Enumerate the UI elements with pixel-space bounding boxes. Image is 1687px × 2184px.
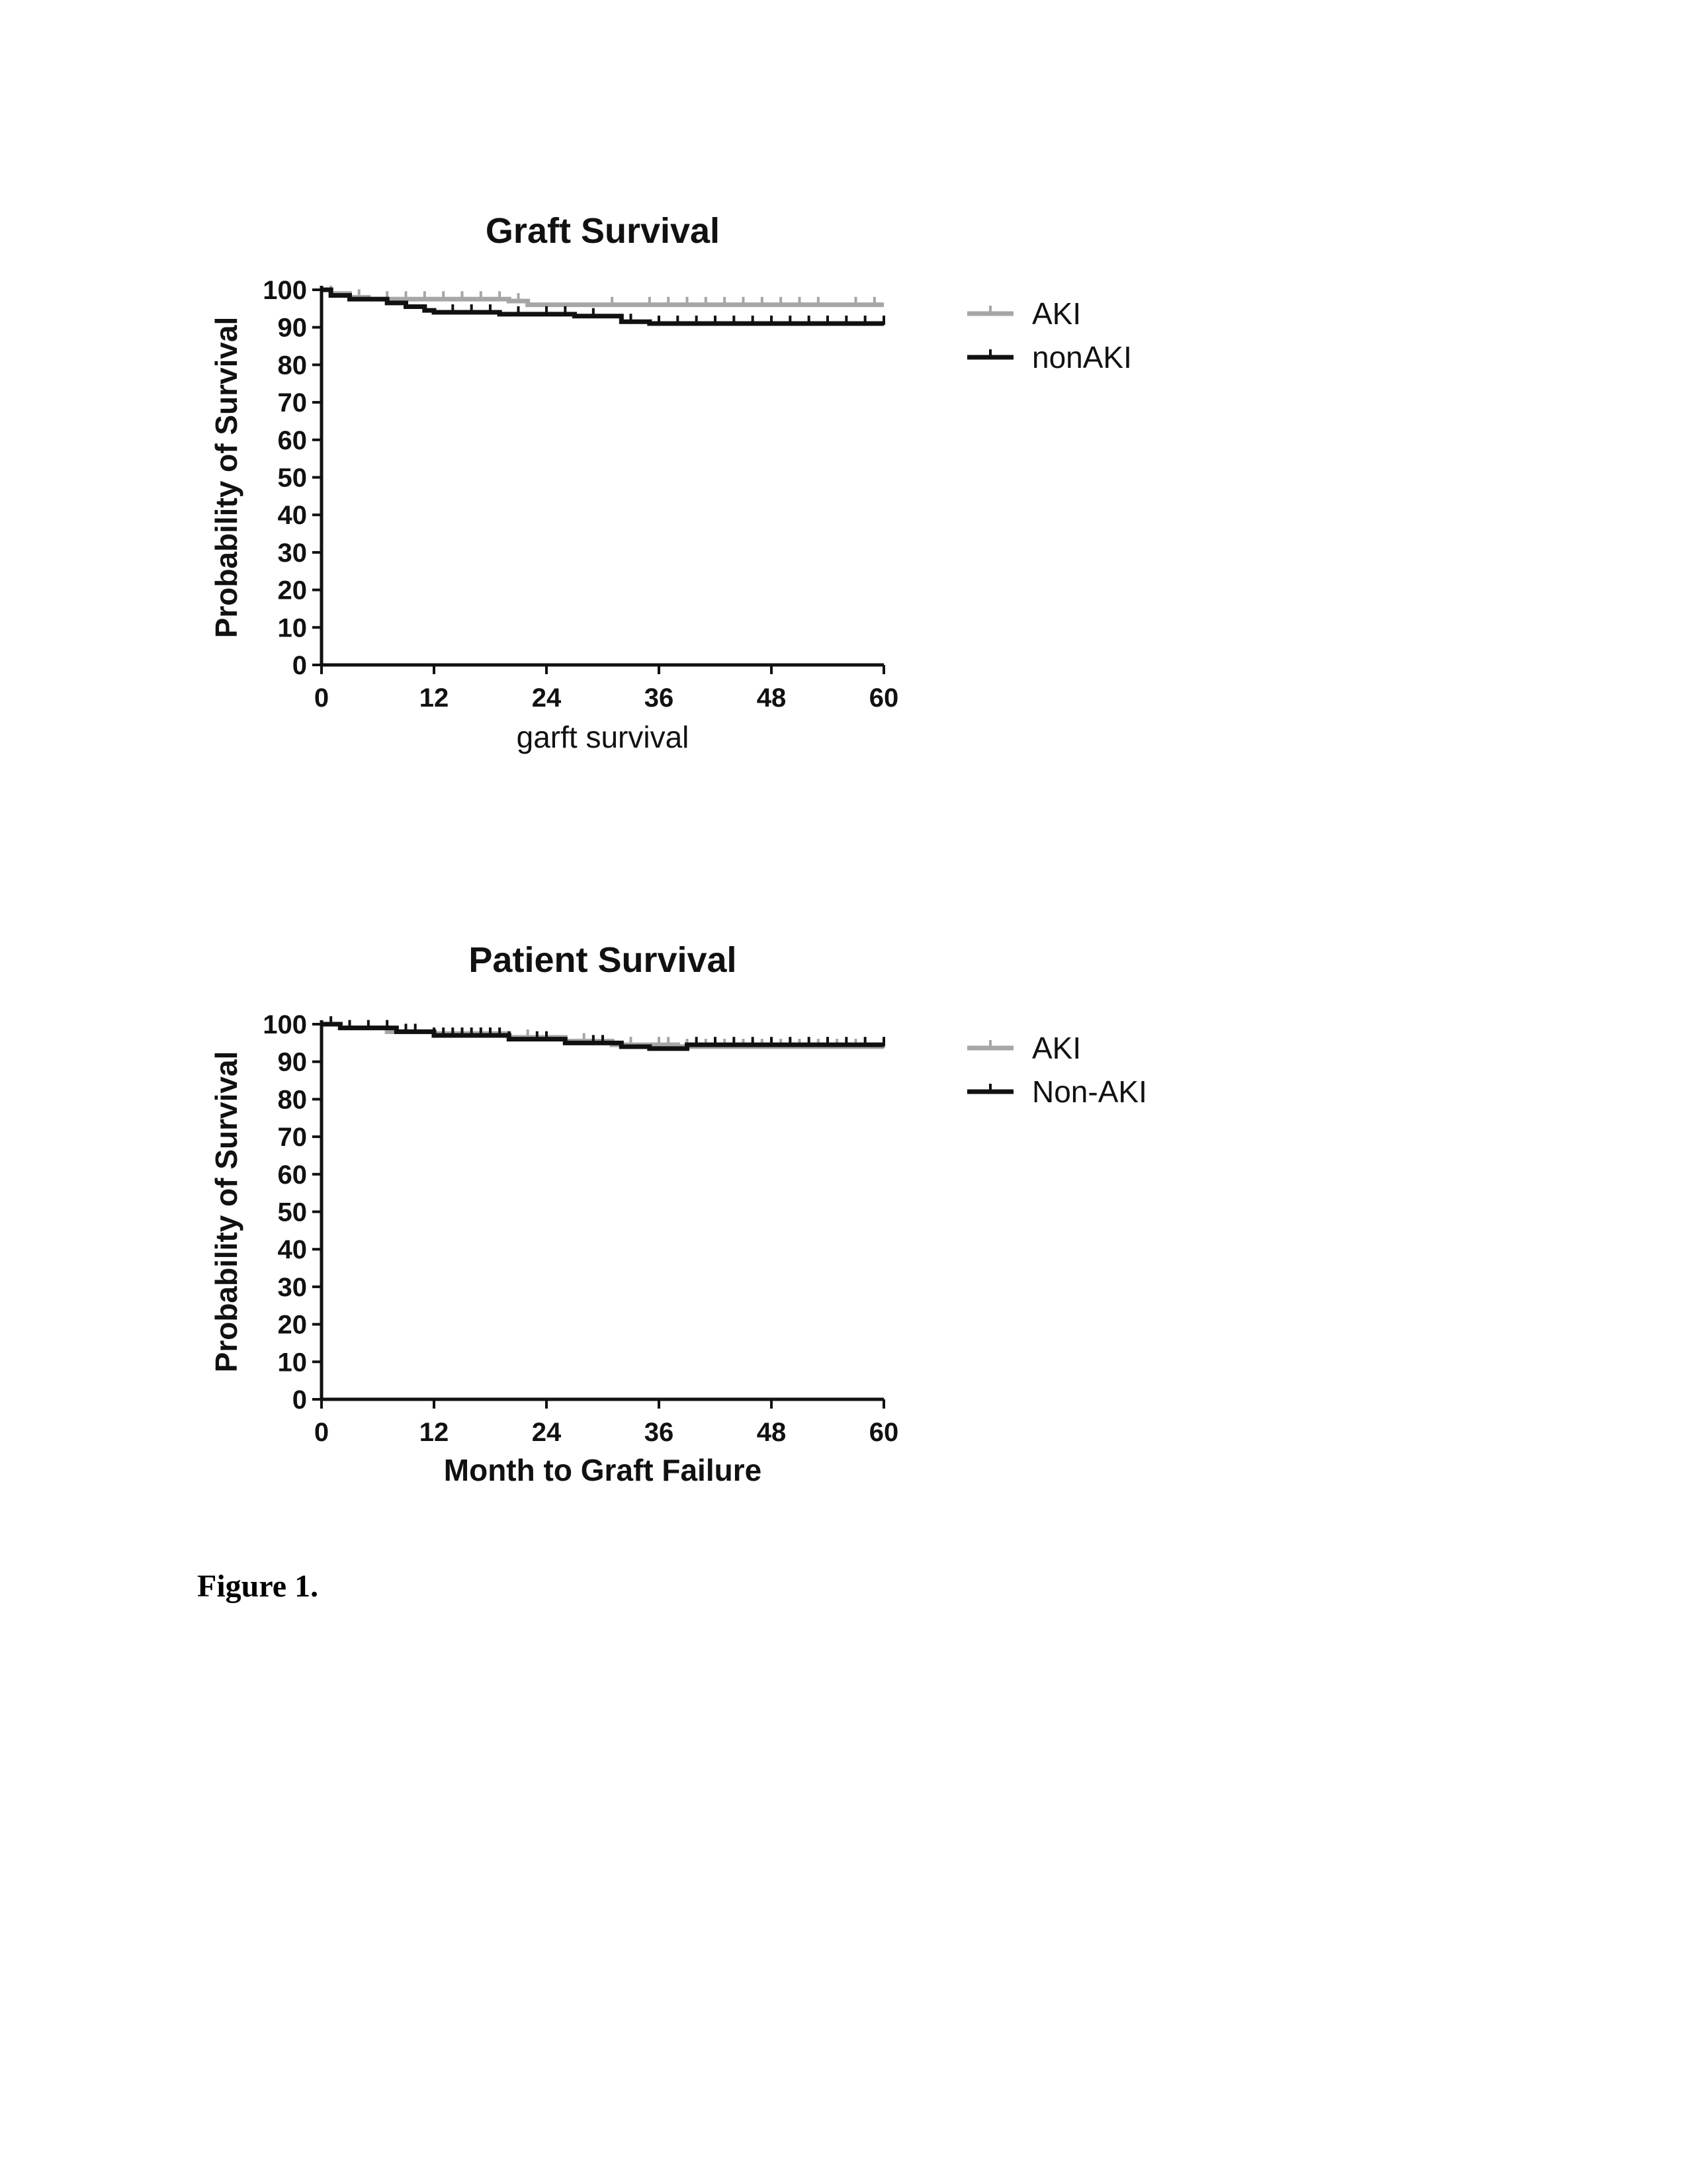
y-tick-label: 60 (277, 1160, 307, 1190)
x-tick-label: 0 (314, 1418, 329, 1447)
y-tick-label: 60 (277, 425, 307, 455)
y-tick-label: 20 (277, 576, 307, 605)
y-axis-label: Probability of Survival (209, 1051, 243, 1373)
x-tick-label: 24 (531, 1418, 562, 1447)
x-tick-label: 60 (869, 683, 899, 713)
legend-label-aki: AKI (1032, 296, 1082, 331)
legend-label-non-aki: Non-AKI (1032, 1074, 1147, 1109)
y-tick-label: 0 (292, 1385, 307, 1415)
x-tick-label: 12 (419, 683, 449, 713)
x-tick-label: 0 (314, 683, 329, 713)
y-tick-label: 70 (277, 388, 307, 418)
y-tick-label: 50 (277, 463, 307, 493)
x-tick-label: 36 (644, 1418, 674, 1447)
graft-survival-svg (0, 0, 1687, 827)
legend-label-aki: AKI (1032, 1031, 1082, 1065)
patient-survival-svg (0, 827, 1687, 1555)
y-tick-label: 40 (277, 501, 307, 531)
x-tick-label: 48 (756, 1418, 787, 1447)
x-tick-label: 60 (869, 1418, 899, 1447)
patient-survival-chart (0, 827, 1687, 1555)
graft-survival-chart (0, 0, 1687, 827)
y-tick-label: 100 (263, 1010, 307, 1039)
y-tick-label: 10 (277, 613, 307, 643)
chart-title: Graft Survival (485, 211, 720, 251)
y-tick-label: 20 (277, 1310, 307, 1340)
y-tick-label: 30 (277, 538, 307, 568)
x-tick-label: 48 (756, 683, 787, 713)
legend-label-nonaki: nonAKI (1032, 340, 1132, 374)
y-tick-label: 80 (277, 351, 307, 380)
y-tick-label: 50 (277, 1198, 307, 1227)
x-tick-label: 24 (531, 683, 562, 713)
y-tick-label: 0 (292, 651, 307, 680)
y-tick-label: 30 (277, 1272, 307, 1302)
y-tick-label: 90 (277, 1047, 307, 1077)
y-tick-label: 80 (277, 1085, 307, 1115)
y-axis-label: Probability of Survival (209, 316, 243, 638)
x-tick-label: 36 (644, 683, 674, 713)
y-tick-label: 90 (277, 313, 307, 343)
figure-caption: Figure 1. (197, 1569, 319, 1604)
y-tick-label: 40 (277, 1235, 307, 1265)
x-tick-label: 12 (419, 1418, 449, 1447)
y-tick-label: 10 (277, 1348, 307, 1377)
y-tick-label: 100 (263, 276, 307, 305)
x-axis-label: Month to Graft Failure (443, 1453, 762, 1487)
chart-title: Patient Survival (468, 940, 737, 980)
x-axis-label: garft survival (516, 720, 689, 754)
y-tick-label: 70 (277, 1123, 307, 1153)
